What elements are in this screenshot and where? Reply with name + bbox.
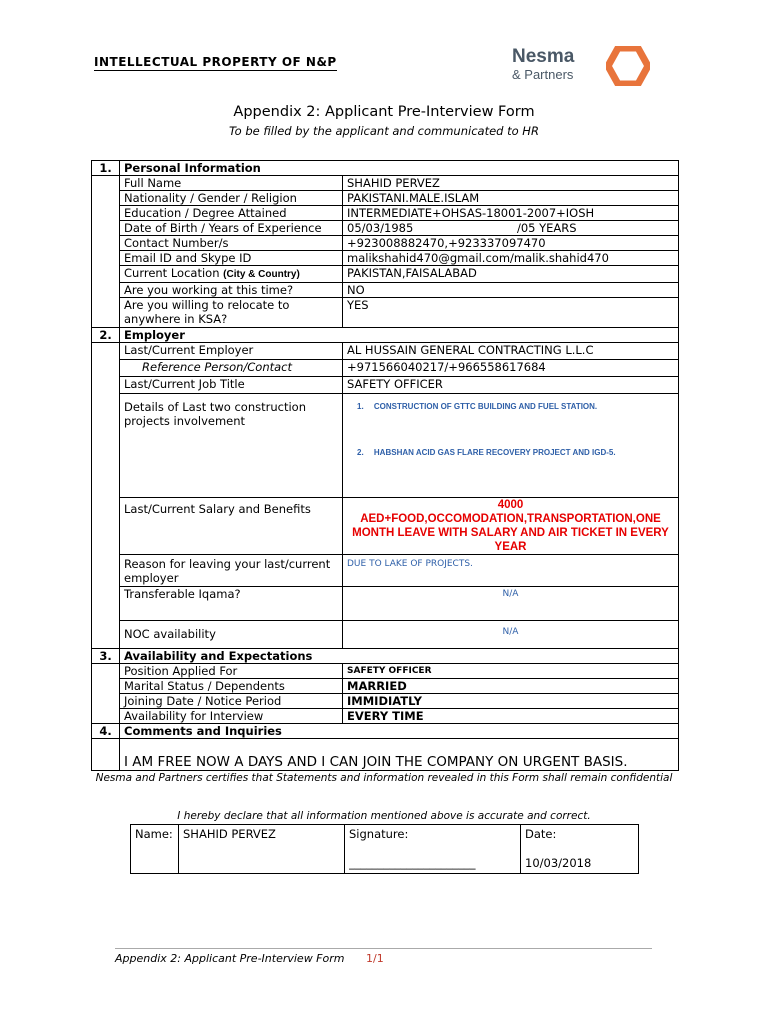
field-value[interactable]: INTERMEDIATE+OHSAS-18001-2007+IOSH: [343, 206, 679, 221]
signature-line: ______________________: [349, 856, 476, 870]
form-row: [92, 587, 679, 621]
section-title: Availability and Expectations: [120, 649, 679, 664]
footer-text: Appendix 2: Applicant Pre-Interview Form: [115, 952, 345, 965]
hexagon-logo-icon: [606, 46, 650, 86]
field-value[interactable]: MARRIED: [343, 679, 679, 694]
section-title: Personal Information: [120, 161, 679, 176]
field-value[interactable]: AL HUSSAIN GENERAL CONTRACTING L.L.C: [343, 343, 679, 360]
section-title: Comments and Inquiries: [120, 724, 679, 739]
date-field[interactable]: [521, 825, 639, 874]
logo-name: Nesma: [512, 46, 575, 67]
name-value[interactable]: SHAHID PERVEZ: [179, 825, 345, 874]
form-row: [92, 664, 679, 679]
field-value[interactable]: DUE TO LAKE OF PROJECTS.: [343, 555, 679, 587]
signature-field[interactable]: [345, 825, 521, 874]
project-item: [347, 446, 674, 460]
page-subtitle: To be filled by the applicant and communicated to HR: [229, 124, 539, 138]
form-row: [92, 377, 679, 394]
project-item-number: 2.: [357, 448, 364, 457]
field-label: Full Name: [120, 176, 343, 191]
field-label: Date of Birth / Years of Experience: [120, 221, 343, 236]
field-label: Joining Date / Notice Period: [120, 694, 343, 709]
form-row: [92, 394, 679, 498]
field-value[interactable]: N/A: [343, 587, 679, 621]
form-row: [92, 176, 679, 191]
signature-row: [131, 825, 639, 874]
section-header: [92, 724, 679, 739]
field-value[interactable]: malikshahid470@gmail.com/malik.shahid470: [343, 251, 679, 266]
form-row: [92, 555, 679, 587]
form-row: [92, 251, 679, 266]
date-label: Date:: [525, 827, 557, 841]
field-value[interactable]: +923008882470,+923337097470: [343, 236, 679, 251]
page-footer: [115, 952, 384, 965]
comments-value[interactable]: I AM FREE NOW A DAYS AND I CAN JOIN THE COMPANY ON URGENT BASIS.: [120, 739, 679, 771]
field-label: Are you working at this time?: [120, 283, 343, 298]
field-label: Education / Degree Attained: [120, 206, 343, 221]
page-number: 1/1: [365, 952, 384, 965]
field-label: NOC availability: [120, 621, 343, 649]
field-label: Position Applied For: [120, 664, 343, 679]
form-row: [92, 221, 679, 236]
field-label: Email ID and Skype ID: [120, 251, 343, 266]
company-logo: [510, 44, 660, 88]
form-row: [92, 360, 679, 377]
field-label: Reason for leaving your last/current employer: [120, 555, 343, 587]
field-label: Last/Current Employer: [120, 343, 343, 360]
field-label: Nationality / Gender / Religion: [120, 191, 343, 206]
declaration-text: I hereby declare that all information mentioned above is accurate and correct.: [177, 810, 591, 822]
project-item-number: 1.: [357, 402, 364, 411]
form-row: [92, 283, 679, 298]
logo-subtitle: & Partners: [512, 67, 574, 82]
form-row: [92, 679, 679, 694]
signature-label: Signature:: [349, 827, 409, 841]
field-value[interactable]: +971566040217/+966558617684: [343, 360, 679, 377]
section-header: [92, 161, 679, 176]
form-row: [92, 498, 679, 555]
field-value[interactable]: IMMIDIATLY: [343, 694, 679, 709]
field-value[interactable]: N/A: [343, 621, 679, 649]
field-label: Are you willing to relocate to anywhere in KSA?: [120, 298, 343, 328]
project-item-text: CONSTRUCTION OF GTTC BUILDING AND FUEL STATION.: [373, 402, 598, 411]
field-label: Marital Status / Dependents: [120, 679, 343, 694]
header-ip-text: INTELLECTUAL PROPERTY OF N&P: [94, 55, 337, 69]
field-value[interactable]: SAFETY OFFICER: [343, 377, 679, 394]
form-row: [92, 343, 679, 360]
page-title: Appendix 2: Applicant Pre-Interview Form: [233, 104, 535, 120]
date-value: 10/03/2018: [525, 856, 592, 870]
form-row: [92, 298, 679, 328]
name-label: Name:: [131, 825, 179, 874]
dob-value: 05/03/1985: [347, 221, 414, 235]
field-label: Contact Number/s: [120, 236, 343, 251]
applicant-form-table: [91, 160, 679, 771]
form-row: [92, 739, 679, 771]
salary-value[interactable]: 4000 AED+FOOD,OCCOMODATION,TRANSPORTATION,ONE MONTH LEAVE WITH SALARY AND AIR TICKET IN EVERY YEAR: [343, 498, 679, 555]
form-row: [92, 206, 679, 221]
field-label: Last/Current Salary and Benefits: [120, 498, 343, 555]
form-row: [92, 621, 679, 649]
section-number: 3.: [92, 649, 120, 664]
section-title: Employer: [120, 328, 679, 343]
field-label: [120, 266, 343, 283]
location-note: (City & Country): [223, 269, 300, 280]
section-header: [92, 328, 679, 343]
form-row: [92, 236, 679, 251]
project-item: [347, 400, 674, 414]
field-value[interactable]: [343, 394, 679, 498]
project-item-text: HABSHAN ACID GAS FLARE RECOVERY PROJECT AND IGD-5.: [373, 448, 616, 457]
field-label: Transferable Iqama?: [120, 587, 343, 621]
field-label: Reference Person/Contact: [120, 360, 343, 377]
confidentiality-note: Nesma and Partners certifies that Statements and information revealed in this Form shall remain confidential: [95, 772, 673, 784]
form-row: [92, 266, 679, 283]
field-value[interactable]: NO: [343, 283, 679, 298]
field-label: Last/Current Job Title: [120, 377, 343, 394]
form-row: [92, 191, 679, 206]
signature-table: [130, 824, 639, 874]
field-value[interactable]: YES: [343, 298, 679, 328]
section-number: 1.: [92, 161, 120, 176]
field-label: Availability for Interview: [120, 709, 343, 724]
section-number: 4.: [92, 724, 120, 739]
field-value[interactable]: PAKISTANI.MALE.ISLAM: [343, 191, 679, 206]
experience-value: /05 YEARS: [516, 221, 577, 235]
field-value[interactable]: [343, 221, 679, 236]
location-label: Current Location: [124, 266, 220, 280]
field-value[interactable]: SAFETY OFFICER: [343, 664, 679, 679]
field-value[interactable]: PAKISTAN,FAISALABAD: [343, 266, 679, 283]
field-label: Details of Last two construction projects involvement: [120, 394, 343, 498]
footer-divider: [115, 948, 652, 949]
section-header: [92, 649, 679, 664]
section-number: 2.: [92, 328, 120, 343]
form-row: [92, 694, 679, 709]
field-value[interactable]: SHAHID PERVEZ: [343, 176, 679, 191]
field-value[interactable]: EVERY TIME: [343, 709, 679, 724]
form-row: [92, 709, 679, 724]
